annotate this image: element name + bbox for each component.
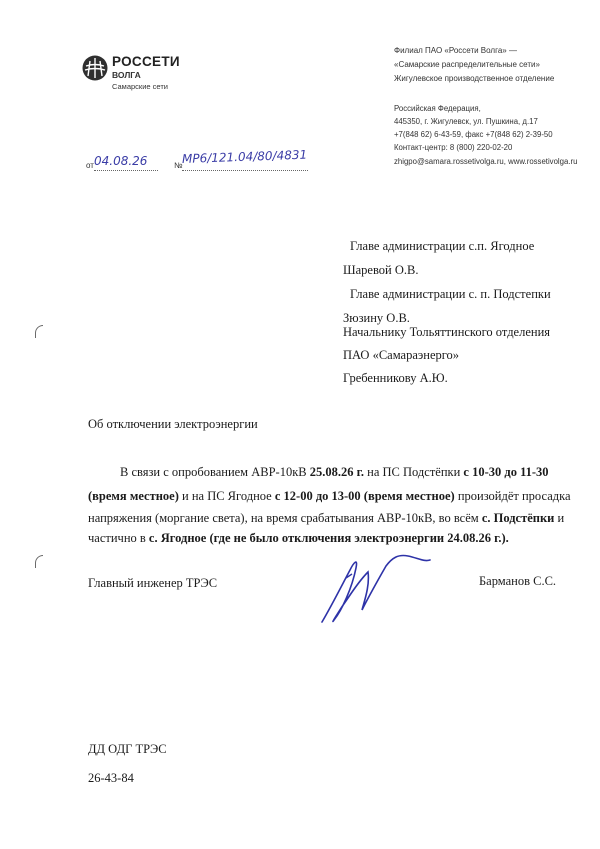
brand-name: РОССЕТИ <box>112 54 180 69</box>
body-line <box>88 512 564 525</box>
body-line <box>88 490 571 503</box>
body-time-range: с 12-00 до 13-00 (время местное) <box>274 489 455 503</box>
recipient-line: ПАО «Самараэнерго» <box>343 348 460 362</box>
body-line <box>88 532 509 545</box>
date-underline <box>94 170 158 171</box>
body-location: с. Ягодное (где не было отключения электроэнергии 24.08.26 г.). <box>148 531 509 545</box>
handwritten-number: МР6/121.04/80/4831 <box>181 147 308 166</box>
scan-mark <box>35 325 43 338</box>
contact-email-web: zhigpo@samara.rossetivolga.ru, www.rossetivolga.ru <box>394 157 578 166</box>
org-line: Филиал ПАО «Россети Волга» — <box>394 46 517 55</box>
body-date: 25.08.26 г. <box>309 465 365 479</box>
executor-department: ДД ОДГ ТРЭС <box>88 742 167 756</box>
body-text: и <box>554 511 565 525</box>
body-text: произойдёт просадка <box>454 489 571 503</box>
body-text: частично в <box>88 531 149 545</box>
contact-line: Российская Федерация, <box>394 104 481 113</box>
org-line: Жигулевское производственное отделение <box>394 74 555 83</box>
recipient-line: Начальнику Тольяттинского отделения <box>343 325 551 339</box>
signatory-name: Барманов С.С. <box>479 574 557 588</box>
body-text: В связи с опробованием АВР-10кВ <box>120 465 310 479</box>
executor-phone: 26-43-84 <box>88 771 134 785</box>
recipient-line: Гребенникову А.Ю. <box>343 371 448 385</box>
body-time-note: (время местное) <box>88 489 179 503</box>
brand-branch: Самарские сети <box>112 82 168 91</box>
scan-mark <box>35 555 43 568</box>
body-time-range: с 10-30 до 11-30 <box>463 465 549 479</box>
handwritten-signature <box>312 550 452 630</box>
contact-address: 445350, г. Жигулевск, ул. Пушкина, д.17 <box>394 117 538 126</box>
recipient-line: Шаревой О.В. <box>343 263 419 277</box>
body-location: с. Подстёпки <box>481 511 555 525</box>
date-label: от <box>86 161 94 170</box>
number-underline <box>182 170 308 171</box>
body-text: и на ПС Ягодное <box>178 489 275 503</box>
body-line <box>120 466 549 479</box>
body-text: на ПС Подстёпки <box>364 465 464 479</box>
handwritten-date: 04.08.26 <box>94 154 148 168</box>
contact-center: Контакт-центр: 8 (800) 220-02-20 <box>394 143 513 152</box>
rosseti-logo-icon <box>82 55 108 81</box>
contact-phone: +7(848 62) 6-43-59, факс +7(848 62) 2-39-50 <box>394 130 553 139</box>
org-line: «Самарские распределительные сети» <box>394 60 540 69</box>
signatory-title: Главный инженер ТРЭС <box>88 576 218 590</box>
body-text: напряжения (моргание света), на время срабатывания АВР-10кВ, во всём <box>88 511 482 525</box>
recipient-line: Главе администрации с.п. Ягодное <box>350 239 535 253</box>
letter-subject: Об отключении электроэнергии <box>88 417 258 431</box>
recipient-line: Главе администрации с. п. Подстепки <box>350 287 551 301</box>
recipient-line: Зюзину О.В. <box>343 311 410 325</box>
number-label: № <box>174 161 183 170</box>
brand-region: ВОЛГА <box>112 70 141 80</box>
